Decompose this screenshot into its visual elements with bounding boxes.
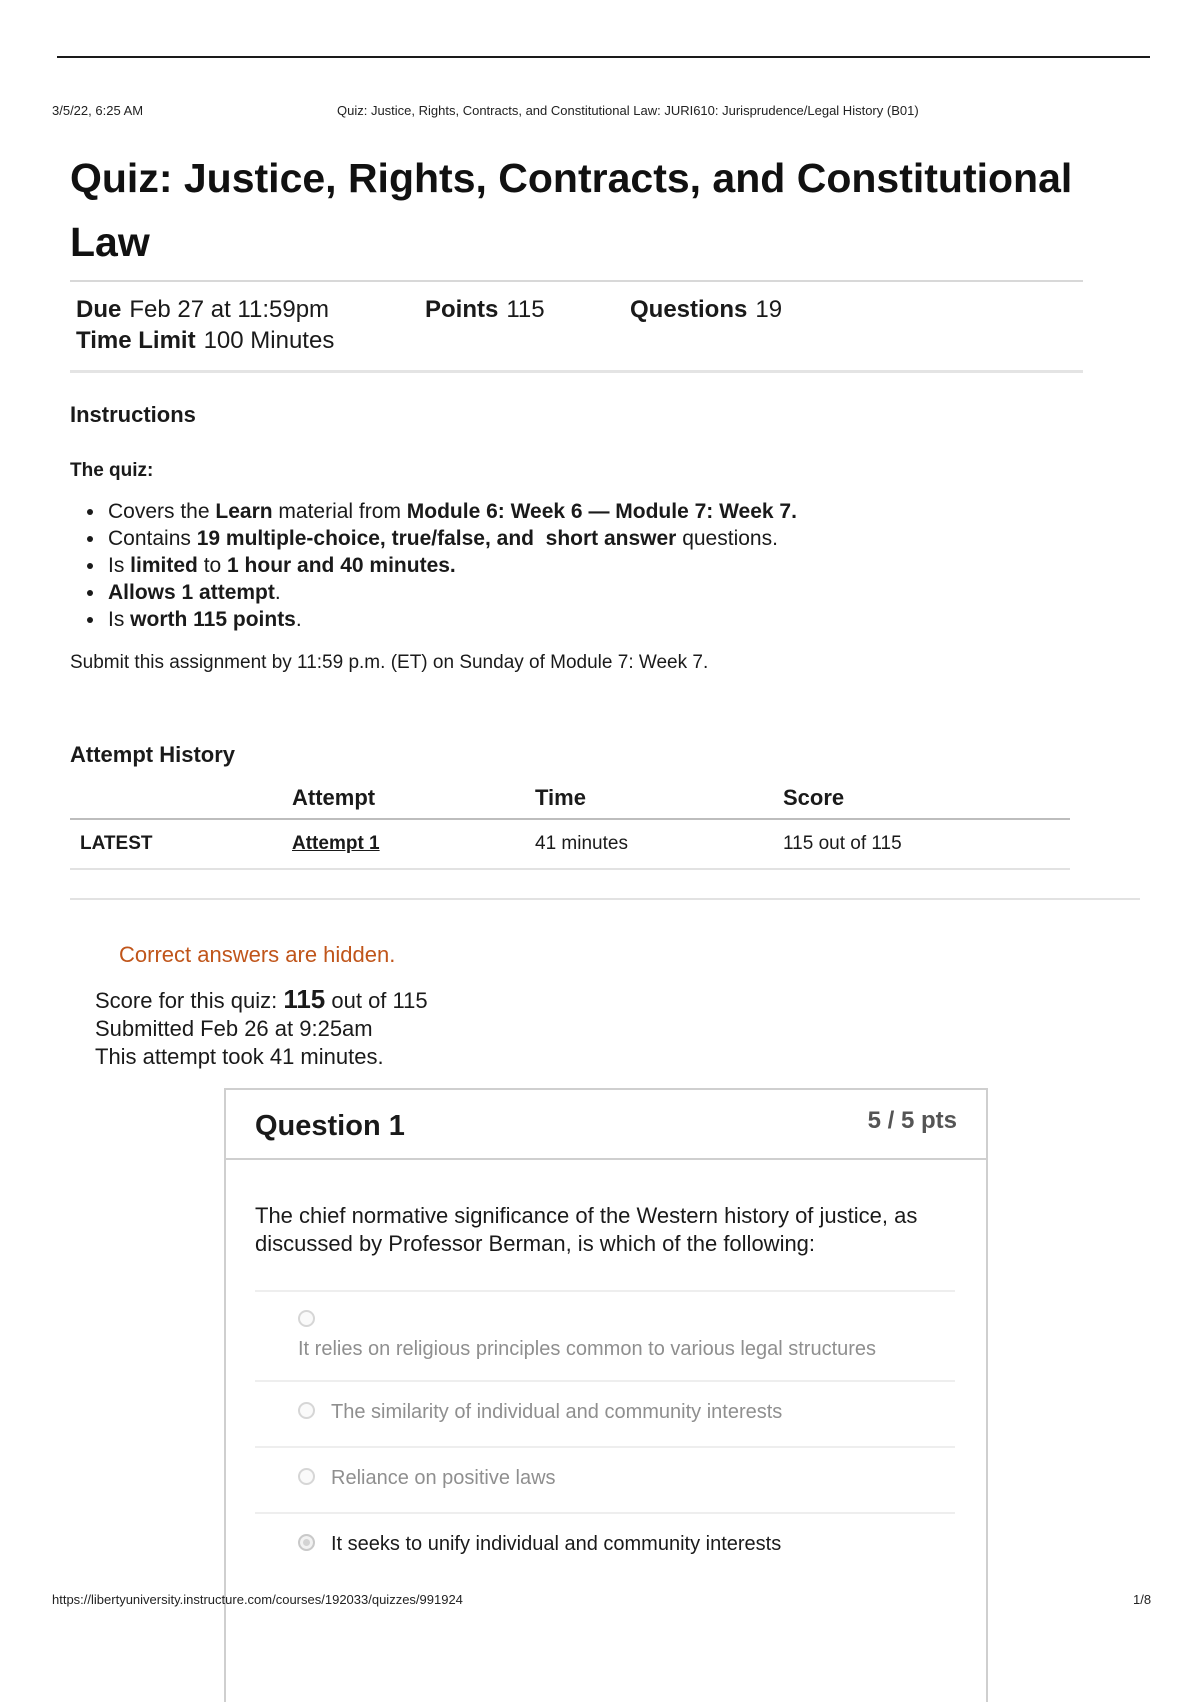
answers-hidden-notice: Correct answers are hidden.	[119, 942, 396, 967]
submitted-time: Submitted Feb 26 at 9:25am	[95, 1016, 373, 1041]
answer-option[interactable]	[255, 1290, 955, 1380]
time-limit-label: Time Limit	[76, 327, 196, 354]
column-header: Attempt	[282, 778, 525, 819]
attempt-history-heading: Attempt History	[70, 742, 236, 767]
print-footer-url: https://libertyuniversity.instructure.com/courses/192033/quizzes/991924	[52, 1592, 463, 1607]
points-label: Points	[425, 296, 499, 323]
answer-text: The similarity of individual and community interests	[331, 1401, 783, 1423]
questions-count	[630, 296, 782, 324]
submit-note: Submit this assignment by 11:59 p.m. (ET) on Sunday of Module 7: Week 7.	[70, 652, 709, 673]
attempt-time: 41 minutes	[525, 819, 773, 869]
score-summary	[95, 985, 428, 1071]
table-header-row	[70, 778, 1070, 819]
print-date: 3/5/22, 6:25 AM	[52, 103, 144, 118]
list-item: • Contains 19 multiple-choice, true/false, and short answer questions.	[106, 525, 797, 552]
answer-option[interactable]	[255, 1380, 955, 1446]
list-item: • Covers the Learn material from Module 6: Week 6 — Module 7: Week 7.	[106, 498, 797, 525]
due-value: Feb 27 at 11:59pm	[129, 296, 330, 323]
column-header	[70, 778, 282, 819]
question-header	[226, 1090, 986, 1160]
column-header: Score	[773, 778, 1070, 819]
divider	[70, 898, 1140, 900]
answer-option-selected[interactable]	[255, 1512, 955, 1578]
page-title: Quiz: Justice, Rights, Contracts, and Constitutional Law	[70, 155, 1073, 265]
latest-label: LATEST	[70, 819, 282, 869]
answer-text: Reliance on positive laws	[331, 1467, 556, 1489]
list-item: • Allows 1 attempt.	[106, 579, 797, 606]
answer-list	[255, 1290, 955, 1578]
radio-button[interactable]	[298, 1402, 315, 1419]
print-page-title: Quiz: Justice, Rights, Contracts, and Constitutional Law: JURI610: Jurisprudence/Legal History (B01)	[337, 103, 919, 118]
instructions-heading: Instructions	[70, 402, 196, 427]
list-item: • Is limited to 1 hour and 40 minutes.	[106, 552, 797, 579]
due-date	[76, 296, 329, 324]
question-title: Question 1	[255, 1110, 405, 1142]
attempt-score: 115 out of 115	[773, 819, 1070, 869]
points	[425, 296, 545, 324]
divider	[70, 370, 1083, 373]
attempt-duration: This attempt took 41 minutes.	[95, 1044, 384, 1069]
time-limit	[76, 327, 334, 355]
attempt-1-link[interactable]: Attempt 1	[292, 833, 380, 854]
column-header: Time	[525, 778, 773, 819]
question-points: 5 / 5 pts	[867, 1107, 957, 1134]
attempt-history-table	[70, 778, 1070, 870]
radio-button[interactable]	[298, 1468, 315, 1485]
question-text: The chief normative significance of the Western history of justice, as discussed by Professor Berman, is which of the following:	[255, 1203, 918, 1256]
print-page-number: 1/8	[1133, 1592, 1152, 1607]
question-card	[224, 1088, 988, 1702]
questions-label: Questions	[630, 296, 748, 323]
top-rule	[57, 56, 1150, 58]
answer-option[interactable]	[255, 1446, 955, 1512]
radio-button-selected[interactable]	[298, 1534, 315, 1551]
list-item: • Is worth 115 points.	[106, 606, 797, 633]
answer-text: It relies on religious principles common to various legal structures	[298, 1338, 877, 1360]
points-value: 115	[506, 296, 545, 323]
questions-value: 19	[755, 296, 783, 323]
instructions-list	[90, 498, 797, 633]
instructions-intro: The quiz:	[70, 460, 154, 481]
radio-button[interactable]	[298, 1310, 315, 1327]
quiz-score: Score for this quiz: 115 out of 115	[95, 984, 428, 1014]
answer-text: It seeks to unify individual and community interests	[331, 1533, 782, 1555]
due-label: Due	[76, 296, 122, 323]
divider	[70, 280, 1083, 282]
table-row	[70, 819, 1070, 869]
time-limit-value: 100 Minutes	[203, 327, 335, 354]
